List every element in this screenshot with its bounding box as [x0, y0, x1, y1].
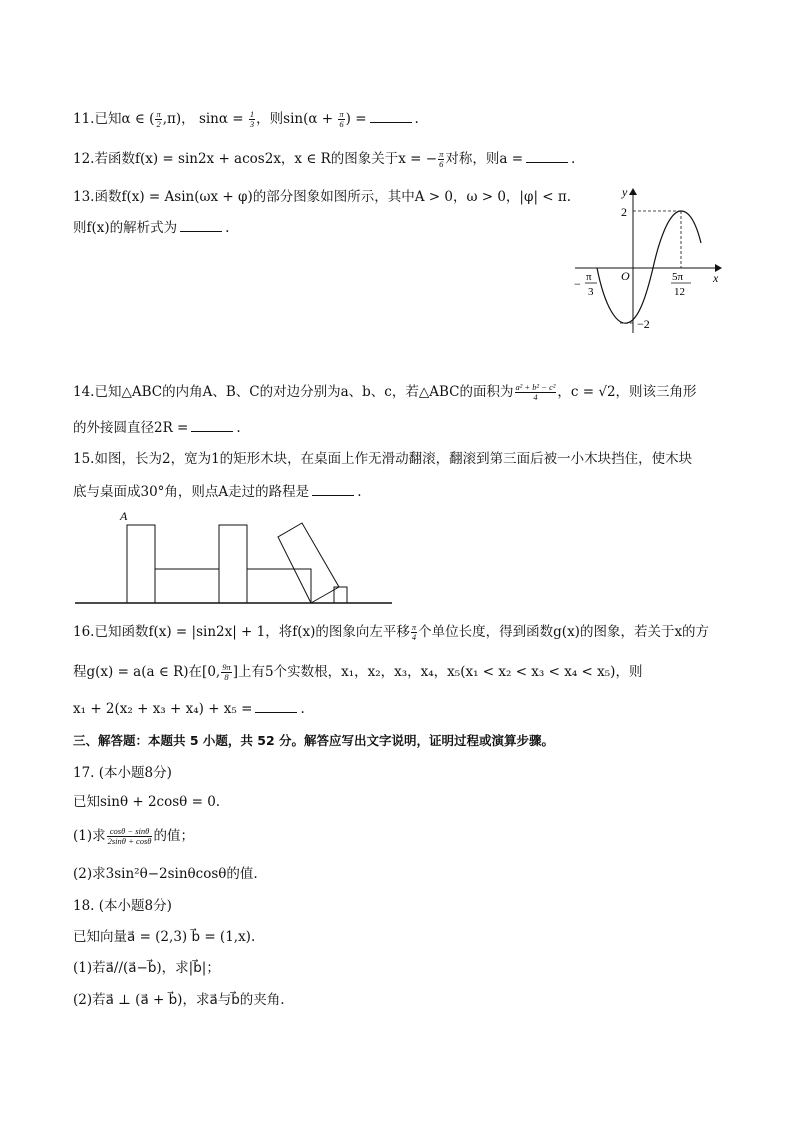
question-17-part2: (2)求3sin²θ−2sinθcosθ的值. — [73, 866, 258, 882]
fraction: $\frac{\pi}{2}$ — [156, 109, 161, 129]
question-number: 14. — [73, 384, 95, 400]
origin-label: O — [621, 269, 630, 283]
svg-text:π: π — [586, 271, 592, 283]
question-text: 若函数f(x) = sin2x + acos2x，x ∈ R的图象关于x = − — [94, 151, 438, 167]
block-position-1 — [127, 525, 155, 603]
fraction: $\frac{\text{a² + b² − c²}}{4}$ — [515, 382, 556, 402]
svg-text:3: 3 — [588, 286, 594, 298]
answer-blank[interactable] — [180, 217, 222, 232]
question-15 — [73, 449, 692, 469]
question-18-part1: (1)若a⃗//(a⃗−b⃗)，求|b⃗|； — [73, 960, 220, 976]
y-min-label: −2 — [637, 317, 650, 331]
question-text: 已知α ∈ ( — [94, 111, 155, 127]
question-16-line3: x₁ + 2(x₂ + x₃ + x₄) + x₅ = . — [73, 698, 305, 719]
question-text: 函数f(x) = Asin(ωx + φ)的部分图象如图所示，其中A > 0，ω > 0，|φ| < π. — [94, 189, 572, 205]
y-axis-arrow — [629, 188, 637, 195]
question-17-header: 17. (本小题8分) — [73, 765, 172, 781]
question-14-line2: 的外接圆直径2R = . — [73, 417, 241, 438]
block-position-2 — [155, 569, 219, 603]
rolling-block-figure — [70, 505, 400, 610]
stopper-block — [334, 587, 347, 603]
question-number: 15. — [73, 451, 95, 467]
answer-blank[interactable] — [255, 698, 297, 713]
block-position-4 — [247, 569, 311, 603]
question-text: 已知函数f(x) = |sin2x| + 1，将f(x)的图象向左平移 — [94, 624, 410, 640]
answer-blank[interactable] — [312, 481, 354, 496]
question-13 — [73, 187, 571, 207]
svg-text:−: − — [574, 277, 581, 291]
right-tick-label — [671, 271, 691, 298]
question-17-given: 已知sinθ + 2cosθ = 0. — [73, 794, 221, 810]
fraction: $\frac{\pi}{6}$ — [439, 149, 444, 169]
y-max-label: 2 — [621, 205, 627, 219]
question-13-line2: 则f(x)的解析式为 . — [73, 217, 229, 238]
question-number: 11. — [73, 111, 95, 127]
answer-blank[interactable] — [370, 108, 412, 123]
question-14: 14.已知△ABC的内角A、B、C的对边分别为a、b、c，若△ABC的面积为 $\frac{\text{a² + b² − c²}}{4}$ ，c = √2，则该三角形 — [73, 382, 697, 402]
fraction: $\frac{\cos\theta - \sin\theta}{2\sin\theta + \cos\theta}$ — [107, 826, 152, 846]
block-position-3 — [219, 525, 247, 603]
question-16: 16.已知函数f(x) = |sin2x| + 1，将f(x)的图象向左平移 $\frac{\pi}{4}$ 个单位长度，得到函数g(x)的图象，若关于x的方 — [73, 622, 710, 642]
question-number: 16. — [73, 624, 95, 640]
sine-curve — [597, 211, 701, 323]
left-tick-label — [574, 271, 597, 298]
question-18-given: 已知向量a⃗ = (2,3) b⃗ = (1,x). — [73, 929, 256, 945]
question-18-part2: (2)若a⃗ ⊥ (a⃗ + b⃗)，求a⃗与b⃗的夹角. — [73, 992, 285, 1008]
question-17-part1: (1)求 $\frac{\cos\theta - \sin\theta}{2\sin\theta + \cos\theta}$ 的值； — [73, 826, 194, 846]
answer-blank[interactable] — [191, 417, 233, 432]
fraction: $\frac{9\pi}{8}$ — [222, 662, 231, 682]
question-number: 12. — [73, 151, 95, 167]
question-11: 11.已知α ∈ ( $\frac{\pi}{2}$ ,π)， sinα = $\frac{1}{3}$ ，则sin(α + $\frac{\pi}{6}$ ) = . — [73, 109, 419, 129]
answer-blank[interactable] — [526, 148, 568, 163]
svg-text:5π: 5π — [672, 271, 684, 283]
question-18-header: 18. (本小题8分) — [73, 898, 172, 914]
fraction: $\frac{1}{3}$ — [249, 109, 255, 129]
question-number: 13. — [73, 189, 95, 205]
question-16-line2: 程g(x) = a(a ∈ R)在[0, $\frac{9\pi}{8}$ ]上有5个实数根，x₁，x₂，x₃，x₄，x₅(x₁ < x₂ < x₃ < x₄ < x₅)，则 — [73, 662, 643, 682]
svg-text:12: 12 — [674, 286, 685, 298]
x-axis-label: x — [713, 271, 719, 285]
block-tilted — [278, 523, 339, 603]
question-text: 如图，长为2，宽为1的矩形木块，在桌面上作无滑动翻滚，翻滚到第三面后被一小木块挡住，使木块 — [94, 451, 693, 467]
section-heading: 三、解答题：本题共 5 小题，共 52 分。解答应写出文字说明，证明过程或演算步骤。 — [73, 733, 555, 748]
sine-graph — [565, 183, 735, 338]
fraction: $\frac{\pi}{6}$ — [339, 109, 344, 129]
question-text: 已知△ABC的内角A、B、C的对边分别为a、b、c，若△ABC的面积为 — [94, 384, 514, 400]
fraction: $\frac{\pi}{4}$ — [411, 622, 417, 642]
question-12: 12.若函数f(x) = sin2x + acos2x，x ∈ R的图象关于x = − $\frac{\pi}{6}$ 对称，则a = . — [73, 149, 576, 169]
y-axis-label: y — [622, 185, 628, 199]
point-a-label: A — [120, 509, 128, 523]
question-15-line2: 底与桌面成30°角，则点A走过的路程是 . — [73, 481, 361, 502]
